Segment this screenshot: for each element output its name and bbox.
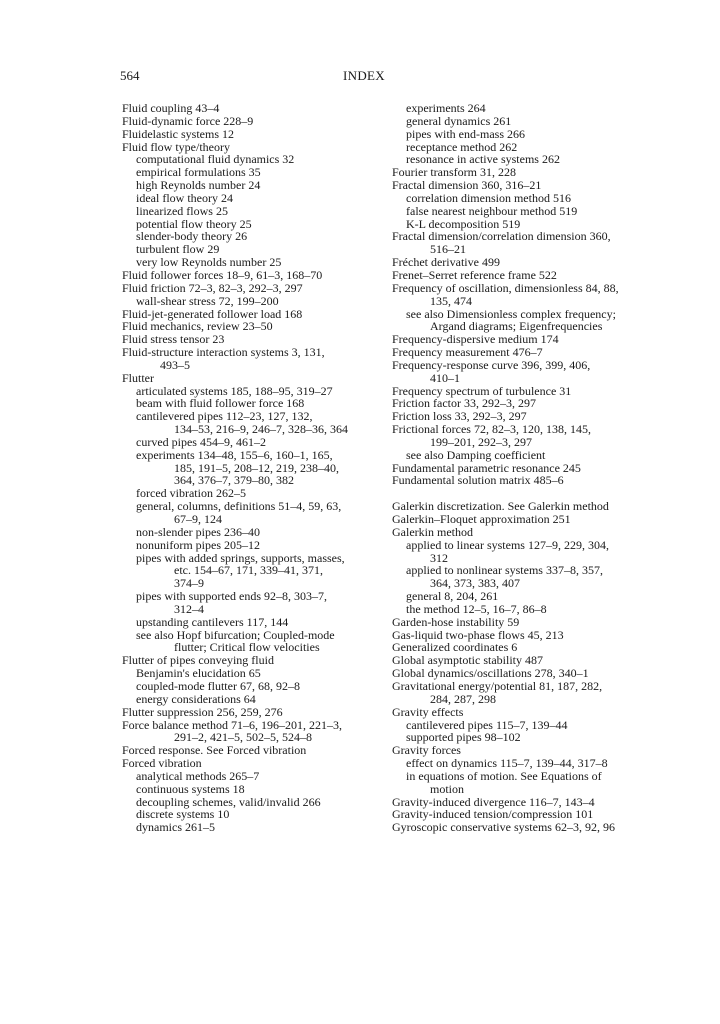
index-subentry: slender-body theory 26 xyxy=(136,229,248,244)
page-number: 564 xyxy=(120,68,140,83)
index-subentry: effect on dynamics 115–7, 139–44, 317–8 xyxy=(406,756,608,771)
index-column-right xyxy=(392,102,654,834)
index-subentry: potential flow theory 25 xyxy=(136,216,252,231)
index-entry: Frequency-dispersive medium 174 xyxy=(392,332,559,347)
index-entry: Frequency of oscillation, dimensionless 84, 88, xyxy=(392,280,619,295)
index-entry: Frequency measurement 476–7 xyxy=(392,345,543,360)
index-entry: Gravity forces xyxy=(392,743,461,758)
index-subentry: 185, 191–5, 208–12, 219, 238–40, xyxy=(174,460,339,475)
index-entry: Galerkin method xyxy=(392,524,473,539)
index-entry: Flutter suppression 256, 259, 276 xyxy=(122,704,283,719)
index-entry: Frenet–Serret reference frame 522 xyxy=(392,267,557,282)
index-subentry: K-L decomposition 519 xyxy=(406,216,521,231)
index-subentry: upstanding cantilevers 117, 144 xyxy=(136,614,289,629)
index-entry: Friction factor 33, 292–3, 297 xyxy=(392,396,536,411)
index-subentry: articulated systems 185, 188–95, 319–27 xyxy=(136,383,333,398)
index-subentry: nonuniform pipes 205–12 xyxy=(136,537,260,552)
index-subentry: see also Damping coefficient xyxy=(406,447,546,462)
index-subentry: applied to nonlinear systems 337–8, 357, xyxy=(406,563,603,578)
index-subentry: decoupling schemes, valid/invalid 266 xyxy=(136,794,321,809)
index-entry: Garden-hose instability 59 xyxy=(392,614,520,629)
index-entry: Flutter xyxy=(122,370,154,385)
index-subentry: 312 xyxy=(430,550,448,565)
index-subentry: computational fluid dynamics 32 xyxy=(136,152,295,167)
index-entry: Fluid mechanics, review 23–50 xyxy=(122,319,273,334)
index-entry: Fluid-jet-generated follower load 168 xyxy=(122,306,303,321)
index-subentry: 493–5 xyxy=(160,357,190,372)
index-entry: Fluid friction 72–3, 82–3, 292–3, 297 xyxy=(122,280,303,295)
index-entry: Forced vibration xyxy=(122,756,202,771)
index-entry: Fourier transform 31, 228 xyxy=(392,165,516,180)
index-subentry: ideal flow theory 24 xyxy=(136,190,233,205)
index-subentry: high Reynolds number 24 xyxy=(136,178,261,193)
index-entry: Fundamental solution matrix 485–6 xyxy=(392,473,564,488)
index-subentry: 291–2, 421–5, 502–5, 524–8 xyxy=(174,730,312,745)
index-subentry: beam with fluid follower force 168 xyxy=(136,396,305,411)
index-entry: Fluid follower forces 18–9, 61–3, 168–70 xyxy=(122,267,323,282)
index-subentry: see also Hopf bifurcation; Coupled-mode xyxy=(136,627,335,642)
index-subentry: cantilevered pipes 115–7, 139–44 xyxy=(406,717,568,732)
index-entry: Global dynamics/oscillations 278, 340–1 xyxy=(392,666,589,681)
index-entry: Fluidelastic systems 12 xyxy=(122,126,234,141)
index-entry: Friction loss 33, 292–3, 297 xyxy=(392,409,527,424)
index-entry: Galerkin discretization. See Galerkin method xyxy=(392,499,609,514)
index-subentry: 364, 376–7, 379–80, 382 xyxy=(174,473,294,488)
index-subentry: dynamics 261–5 xyxy=(136,820,215,835)
index-entry: Forced response. See Forced vibration xyxy=(122,743,307,758)
index-subentry: non-slender pipes 236–40 xyxy=(136,524,260,539)
index-subentry: in equations of motion. See Equations of xyxy=(406,768,602,783)
index-entry: Gravity-induced divergence 116–7, 143–4 xyxy=(392,794,595,809)
index-subentry: 364, 373, 383, 407 xyxy=(430,576,520,591)
index-entry: Gravity-induced tension/compression 101 xyxy=(392,807,594,822)
index-subentry: see also Dimensionless complex frequency; xyxy=(406,306,616,321)
index-subentry: general dynamics 261 xyxy=(406,113,512,128)
index-subentry: flutter; Critical flow velocities xyxy=(174,640,320,655)
index-subentry: pipes with end-mass 266 xyxy=(406,126,525,141)
index-subentry: energy considerations 64 xyxy=(136,691,256,706)
index-entry: Frictional forces 72, 82–3, 120, 138, 145, xyxy=(392,422,591,437)
index-entry: Fréchet derivative 499 xyxy=(392,255,500,270)
index-subentry: 312–4 xyxy=(174,601,204,616)
index-subentry: 135, 474 xyxy=(430,293,472,308)
index-entry: Gravitational energy/potential 81, 187, 282, xyxy=(392,678,603,693)
index-subentry: general 8, 204, 261 xyxy=(406,589,499,604)
index-subentry: wall-shear stress 72, 199–200 xyxy=(136,293,279,308)
index-subentry: turbulent flow 29 xyxy=(136,242,220,257)
index-subentry: 67–9, 124 xyxy=(174,512,222,526)
running-head: INDEX xyxy=(343,68,385,83)
index-subentry: resonance in active systems 262 xyxy=(406,152,560,167)
index-subentry: pipes with added springs, supports, masses, xyxy=(136,550,345,565)
index-subentry: the method 12–5, 16–7, 86–8 xyxy=(406,601,547,616)
index-entry: Fluid coupling 43–4 xyxy=(122,101,220,115)
index-subentry: applied to linear systems 127–9, 229, 304, xyxy=(406,537,609,552)
index-subentry: motion xyxy=(430,781,465,796)
index-entry: Force balance method 71–6, 196–201, 221–3, xyxy=(122,717,342,732)
index-subentry: receptance method 262 xyxy=(406,139,518,154)
index-entry: Flutter of pipes conveying fluid xyxy=(122,653,274,668)
index-entry: Fluid-dynamic force 228–9 xyxy=(122,113,254,128)
index-entry: Frequency spectrum of turbulence 31 xyxy=(392,383,572,398)
index-subentry: general, columns, definitions 51–4, 59, 63, xyxy=(136,499,342,514)
index-subentry: 516–21 xyxy=(430,242,466,257)
index-entry: Fractal dimension 360, 316–21 xyxy=(392,178,542,193)
index-subentry: Benjamin's elucidation 65 xyxy=(136,666,261,681)
page-header xyxy=(120,68,608,86)
index-subentry: Argand diagrams; Eigenfrequencies xyxy=(430,319,603,334)
index-subentry: 134–53, 216–9, 246–7, 328–36, 364 xyxy=(174,422,348,437)
index-entry: Fluid-structure interaction systems 3, 131, xyxy=(122,345,325,360)
index-subentry: etc. 154–67, 171, 339–41, 371, xyxy=(174,563,323,578)
index-entry: Frequency-response curve 396, 399, 406, xyxy=(392,357,591,372)
index-subentry: coupled-mode flutter 67, 68, 92–8 xyxy=(136,678,300,693)
index-entry: Fluid stress tensor 23 xyxy=(122,332,225,347)
index-subentry: supported pipes 98–102 xyxy=(406,730,521,745)
index-entry: Global asymptotic stability 487 xyxy=(392,653,543,668)
index-subentry: 284, 287, 298 xyxy=(430,691,496,706)
index-subentry: 199–201, 292–3, 297 xyxy=(430,434,532,449)
index-subentry: linearized flows 25 xyxy=(136,203,228,218)
index-subentry: discrete systems 10 xyxy=(136,807,230,822)
index-entry: Fractal dimension/correlation dimension 360, xyxy=(392,229,611,244)
index-entry: Galerkin–Floquet approximation 251 xyxy=(392,512,571,526)
index-entry: Generalized coordinates 6 xyxy=(392,640,518,655)
index-column-left xyxy=(122,102,384,834)
index-subentry: false nearest neighbour method 519 xyxy=(406,203,578,218)
index-subentry: pipes with supported ends 92–8, 303–7, xyxy=(136,589,327,604)
index-subentry: very low Reynolds number 25 xyxy=(136,255,282,270)
index-subentry: continuous systems 18 xyxy=(136,781,245,796)
index-entry: Gravity effects xyxy=(392,704,464,719)
index-entry: Gyroscopic conservative systems 62–3, 92, 96 xyxy=(392,820,615,835)
index-subentry: curved pipes 454–9, 461–2 xyxy=(136,434,266,449)
index-subentry: forced vibration 262–5 xyxy=(136,486,246,501)
index-subentry: experiments 264 xyxy=(406,101,486,115)
index-subentry: 374–9 xyxy=(174,576,204,591)
index-subentry: empirical formulations 35 xyxy=(136,165,261,180)
index-entry: Fundamental parametric resonance 245 xyxy=(392,460,581,475)
index-subentry: 410–1 xyxy=(430,370,460,385)
index-entry: Gas-liquid two-phase flows 45, 213 xyxy=(392,627,564,642)
index-entry: Fluid flow type/theory xyxy=(122,139,230,154)
index-subentry: experiments 134–48, 155–6, 160–1, 165, xyxy=(136,447,333,462)
index-subentry: analytical methods 265–7 xyxy=(136,768,260,783)
index-subentry: correlation dimension method 516 xyxy=(406,190,571,205)
index-subentry: cantilevered pipes 112–23, 127, 132, xyxy=(136,409,313,424)
